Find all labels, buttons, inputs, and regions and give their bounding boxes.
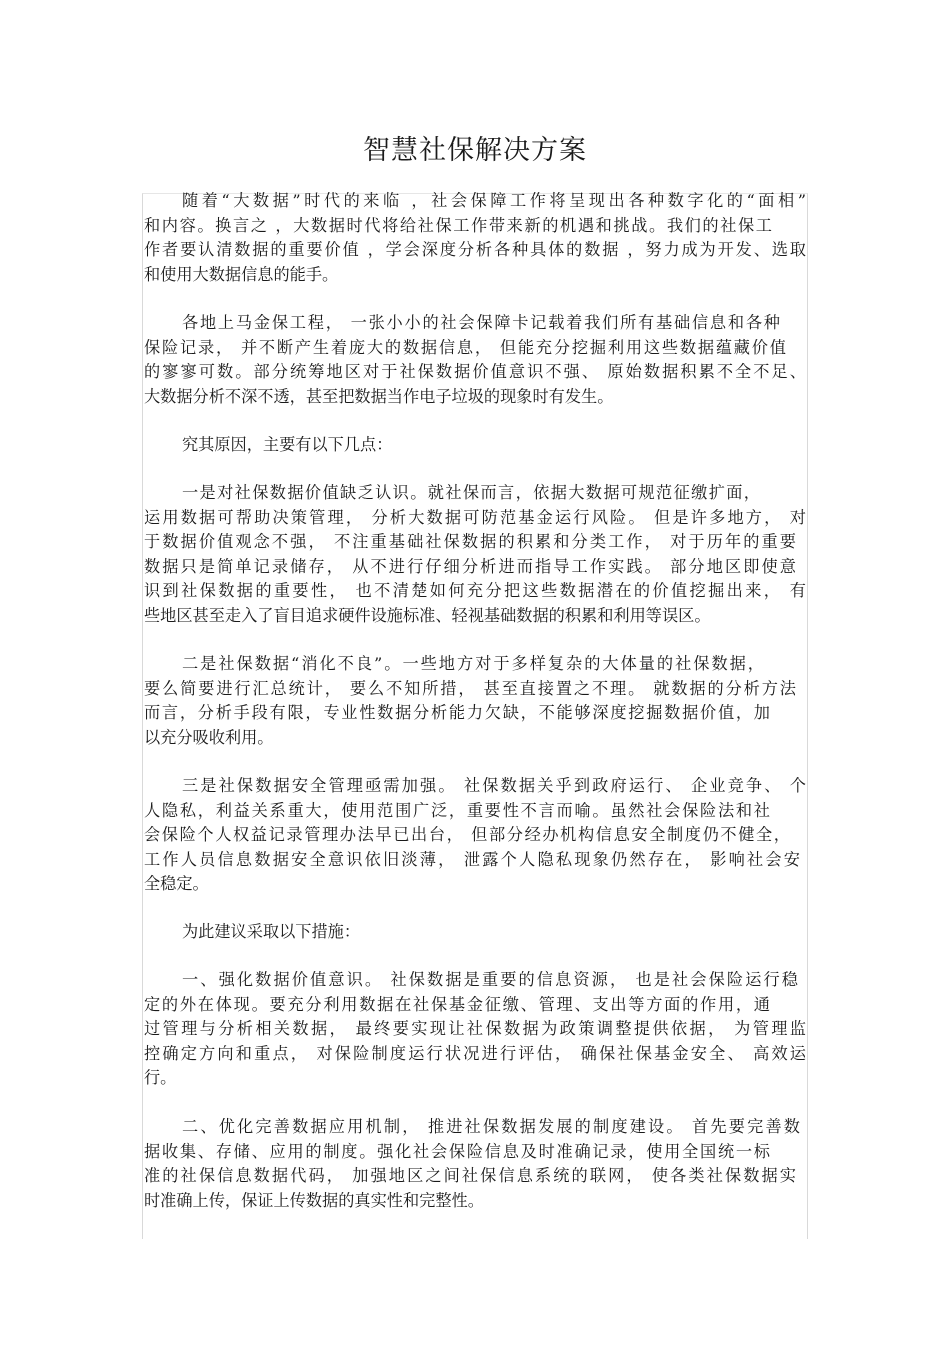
- text-line: 一、强化数据价值意识。 社保数据是重要的信息资源， 也是社会保险运行稳: [182, 970, 798, 989]
- text-line: 数据只是简单记录储存， 从不进行仔细分析进而指导工作实践。 部分地区即使意: [144, 557, 796, 576]
- text-line: 二、优化完善数据应用机制， 推进社保数据发展的制度建设。 首先要完善数: [182, 1117, 800, 1136]
- text-line: 二是社保数据“消化不良”。一些地方对于多样复杂的大体量的社保数据，: [182, 654, 764, 673]
- text-line: 保险记录， 并不断产生着庞大的数据信息， 但能充分挖掘利用这些数据蕴藏价值: [144, 338, 786, 357]
- text-line: 三是社保数据安全管理亟需加强。 社保数据关乎到政府运行、 企业竞争、 个: [182, 776, 806, 795]
- text-line: 定的外在体现。要充分利用数据在社保基金征缴、管理、支出等方面的作用，通: [144, 995, 770, 1014]
- text-line: 于数据价值观念不强， 不注重基础社保数据的积累和分类工作， 对于历年的重要: [144, 532, 796, 551]
- text-line: 行。: [144, 1068, 177, 1087]
- text-line: 一是对社保数据价值缺乏认识。就社保而言，依据大数据可规范征缴扩面，: [182, 483, 760, 502]
- text-line: 过管理与分析相关数据， 最终要实现让社保数据为政策调整提供依据， 为管理监: [144, 1019, 806, 1038]
- text-line: 控确定方向和重点， 对保险制度运行状况进行评估， 确保社保基金安全、 高效运: [144, 1044, 806, 1063]
- text-line: 以充分吸收利用。: [144, 728, 274, 747]
- text-line: 为此建议采取以下措施：: [182, 922, 361, 941]
- text-line: 运用数据可帮助决策管理， 分析大数据可防范基金运行风险。 但是许多地方， 对: [144, 508, 806, 527]
- text-line: 会保险个人权益记录管理办法早已出台， 但部分经办机构信息安全制度仍不健全，: [144, 825, 790, 844]
- text-line: 时准确上传，保证上传数据的真实性和完整性。: [144, 1191, 484, 1210]
- text-line: 随着“大数据”时代的来临 ，社会保障工作将呈现出各种数字化的“面相”: [182, 191, 806, 210]
- text-line: 究其原因，主要有以下几点：: [182, 435, 393, 454]
- text-line: 作者要认清数据的重要价值 ，学会深度分析各种具体的数据 ，努力成为开发、选取: [144, 240, 806, 259]
- text-line: 些地区甚至走入了盲目追求硬件设施标准、轻视基础数据的积累和利用等误区。: [144, 606, 711, 625]
- text-line: 的寥寥可数。部分统筹地区对于社保数据价值意识不强、 原始数据积累不全不足、: [144, 362, 806, 381]
- text-line: 大数据分析不深不透，甚至把数据当作电子垃圾的现象时有发生。: [144, 387, 614, 406]
- text-line: 全稳定。: [144, 874, 209, 893]
- text-line: 而言，分析手段有限，专业性数据分析能力欠缺，不能够深度挖掘数据价值，加: [144, 703, 770, 722]
- text-line: 各地上马金保工程， 一张小小的社会保障卡记载着我们所有基础信息和各种: [182, 313, 780, 332]
- text-line: 工作人员信息数据安全意识依旧淡薄， 泄露个人隐私现象仍然存在， 影响社会安: [144, 850, 800, 869]
- text-line: 准的社保信息数据代码， 加强地区之间社保信息系统的联网， 使各类社保数据实: [144, 1166, 796, 1185]
- text-line: 据收集、存储、应用的制度。强化社会保险信息及时准确记录，使用全国统一标: [144, 1142, 770, 1161]
- document-title: 智慧社保解决方案: [363, 135, 587, 166]
- text-line: 要么简要进行汇总统计， 要么不知所措， 甚至直接置之不理。 就数据的分析方法: [144, 679, 796, 698]
- text-line: 和内容。换言之 ，大数据时代将给社保工作带来新的机遇和挑战。我们的社保工: [144, 216, 772, 235]
- text-line: 识到社保数据的重要性， 也不清楚如何充分把这些数据潜在的价值挖掘出来， 有: [144, 581, 806, 600]
- text-line: 和使用大数据信息的能手。: [144, 265, 339, 284]
- text-line: 人隐私，利益关系重大，使用范围广泛，重要性不言而喻。虽然社会保险法和社: [144, 801, 770, 820]
